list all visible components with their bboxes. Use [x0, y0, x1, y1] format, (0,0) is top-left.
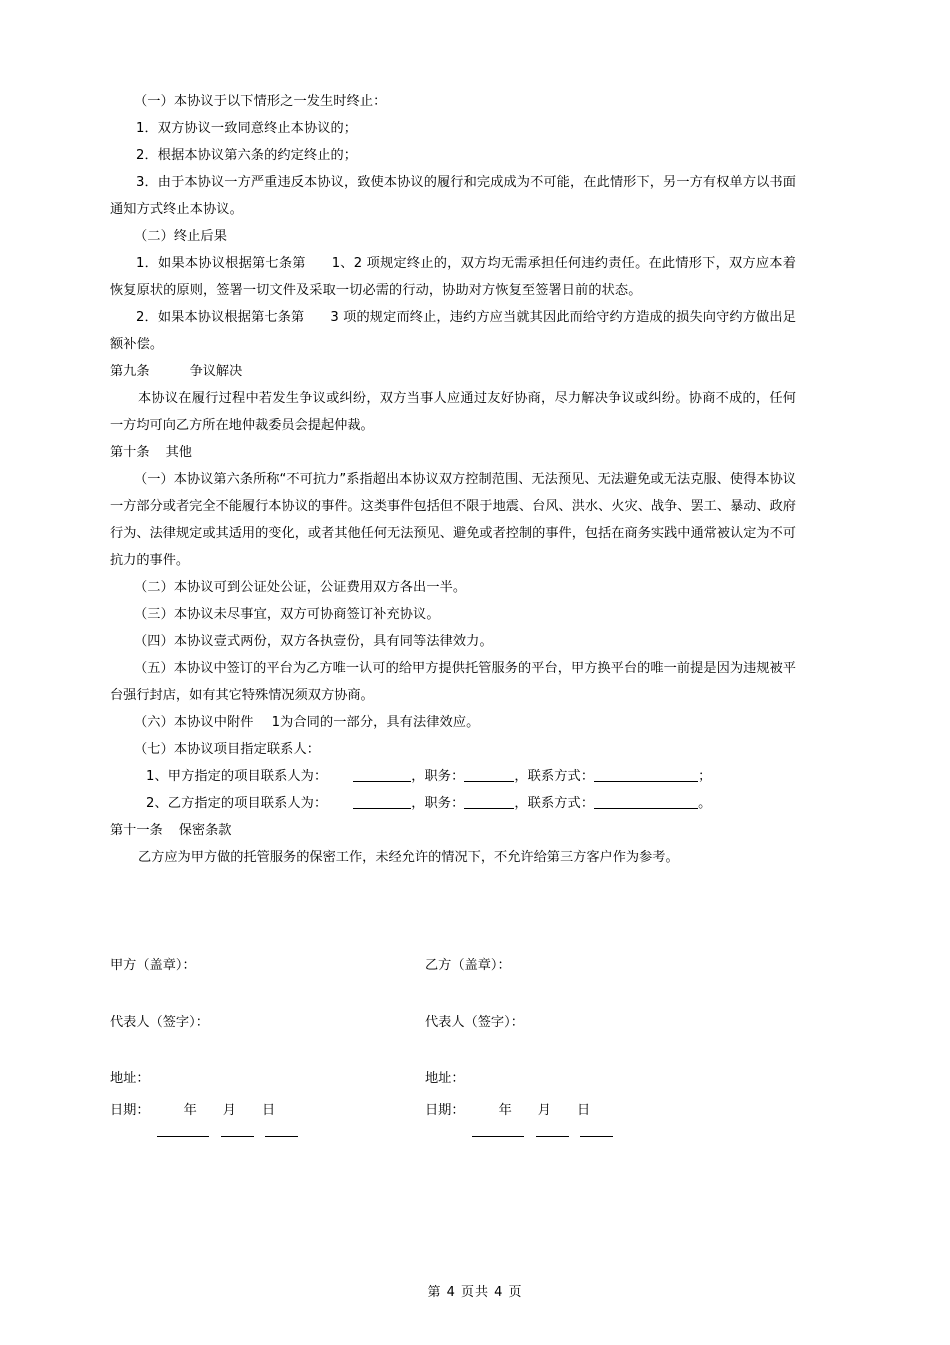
- party-a-date-line: [110, 1100, 275, 1122]
- article-eleven-heading: [110, 817, 796, 844]
- signature-address-row: [110, 1068, 800, 1090]
- article-ten-item-2: （二）本协议可到公证处公证，公证费用双方各出一半。: [134, 580, 467, 595]
- contact-b-role-label: ，职务：: [411, 796, 465, 811]
- article-nine-text: 本协议在履行过程中若发生争议或纠纷，双方当事人应通过友好协商，尽力解决争议或纠纷。协商不成的，任何一方均可向乙方所在地仲裁委员会提起仲裁。: [110, 391, 796, 433]
- party-b-date-day: 日: [576, 1103, 591, 1118]
- contact-b-label: 2、乙方指定的项目联系人为：: [146, 796, 328, 811]
- termination-conditions-intro: （一）本协议于以下情形之一发生时终止：: [134, 94, 387, 109]
- party-a-day-blank[interactable]: [265, 1136, 298, 1137]
- party-b-address-label: 地址：: [425, 1071, 465, 1086]
- contact-b-method-blank[interactable]: [594, 795, 698, 809]
- contact-b-name-blank[interactable]: [353, 795, 411, 809]
- article-ten-item-1: （一）本协议第六条所称“不可抗力”系指超出本协议双方控制范围、无法预见、无法避免或无法克服、使得本协议一方部分或者完全不能履行本协议的事件。这类事件包括但不限于地震、台风、洪水、火灾、战争、罢工、暴动、政府行为、法律规定或其适用的变化，或者其他任何无法预见、避免或者控制的事件，包括在商务实践中通常被认定为不可抗力的事件。: [110, 472, 796, 568]
- party-a-address-label: 地址：: [110, 1071, 150, 1086]
- contact-a-name-blank[interactable]: [353, 768, 411, 782]
- termination-effect-1-text: 1、2 项规定终止的，双方均无需承担任何违约责任。在此情形下，双方应本着恢复原状的原则，签署一切文件及采取一切必需的行动，协助对方恢复至签署日前的状态。: [110, 256, 796, 298]
- item-six-number: 1: [271, 715, 281, 730]
- contact-b-end-punct: 。: [698, 796, 712, 811]
- termination-effect-item-2: [110, 304, 796, 358]
- article-nine-heading: [110, 358, 796, 385]
- party-a-year-blank[interactable]: [157, 1136, 209, 1137]
- termination-item-1: 1．双方协议一致同意终止本协议的；: [136, 121, 358, 136]
- party-b-date-year: 年: [498, 1103, 512, 1118]
- article-ten-item-5: （五）本协议中签订的平台为乙方唯一认可的给甲方提供托管服务的平台，甲方换平台的唯一前提是因为违规被平台强行封店，如有其它特殊情况须双方协商。: [110, 661, 796, 703]
- termination-effect-2-text: 3 项的规定而终止，违约方应当就其因此而给守约方造成的损失向守约方做出足额补偿。: [110, 310, 796, 352]
- item-six-prefix: （六）本协议中附件: [134, 715, 254, 730]
- termination-effect-1-prefix: 1．如果本协议根据第七条第: [136, 256, 306, 271]
- article-ten-item-7: （七）本协议项目指定联系人：: [134, 742, 321, 757]
- article-ten-item-3: （三）本协议未尽事宜，双方可协商签订补充协议。: [134, 607, 440, 622]
- party-a-date-label: 日期：: [110, 1103, 150, 1118]
- footer-page-text: 第 4 页共 4 页: [427, 1285, 523, 1300]
- contact-row-party-b: [110, 790, 796, 817]
- party-a-seal-label: 甲方（盖章）：: [110, 958, 196, 973]
- party-b-day-blank[interactable]: [580, 1136, 613, 1137]
- party-b-seal-label: 乙方（盖章）：: [425, 958, 511, 973]
- document-body: [110, 88, 796, 871]
- termination-effect-2-prefix: 2．如果本协议根据第七条第: [136, 310, 305, 325]
- page-footer: [0, 1281, 950, 1300]
- contact-a-end-punct: ；: [698, 769, 712, 784]
- party-b-rep-label: 代表人（签字）：: [425, 1015, 524, 1030]
- article-ten-heading: [110, 439, 796, 466]
- termination-item-3: 3．由于本协议一方严重违反本协议，致使本协议的履行和完成成为不可能，在此情形下，另一方有权单方以书面通知方式终止本协议。: [110, 175, 796, 217]
- article-ten-item-4: （四）本协议壹式两份，双方各执壹份，具有同等法律效力。: [134, 634, 493, 649]
- party-a-date-day: 日: [261, 1103, 276, 1118]
- date-blank-underlines: [110, 1136, 800, 1146]
- contact-a-label: 1、甲方指定的项目联系人为：: [146, 769, 328, 784]
- signature-rep-row: [110, 1012, 800, 1034]
- party-b-month-blank[interactable]: [536, 1136, 569, 1137]
- termination-effect-item-1: [110, 250, 796, 304]
- article-eleven-number: 第十一条: [110, 823, 163, 838]
- party-a-date-year: 年: [183, 1103, 197, 1118]
- signature-date-row: [110, 1100, 800, 1122]
- party-b-date-line: [425, 1100, 590, 1122]
- article-ten-item-6: [110, 709, 796, 736]
- article-eleven-text: 乙方应为甲方做的托管服务的保密工作，未经允许的情况下，不允许给第三方客户作为参考。: [138, 850, 679, 865]
- contact-row-party-a: [110, 763, 796, 790]
- party-b-date-month: 月: [537, 1103, 551, 1118]
- termination-item-2: 2．根据本协议第六条的约定终止的；: [136, 148, 358, 163]
- party-a-month-blank[interactable]: [221, 1136, 254, 1137]
- signature-seal-row: [110, 955, 800, 977]
- contact-a-role-blank[interactable]: [464, 768, 514, 782]
- article-ten-number: 第十条: [110, 445, 150, 460]
- contact-b-role-blank[interactable]: [464, 795, 514, 809]
- article-nine-number: 第九条: [110, 364, 150, 379]
- article-nine-title: 争议解决: [189, 364, 243, 379]
- contact-a-contact-label: ，联系方式：: [514, 769, 595, 784]
- contact-b-contact-label: ，联系方式：: [514, 796, 595, 811]
- party-b-date-label: 日期：: [425, 1103, 465, 1118]
- item-six-suffix: 为合同的一部分，具有法律效应。: [280, 715, 480, 730]
- contact-a-role-label: ，职务：: [411, 769, 465, 784]
- party-b-year-blank[interactable]: [472, 1136, 524, 1137]
- article-ten-title: 其他: [165, 445, 192, 460]
- party-a-date-month: 月: [222, 1103, 236, 1118]
- party-a-rep-label: 代表人（签字）：: [110, 1015, 209, 1030]
- article-eleven-title: 保密条款: [178, 823, 232, 838]
- contact-a-method-blank[interactable]: [594, 768, 698, 782]
- termination-effect-intro: （二）终止后果: [134, 229, 228, 244]
